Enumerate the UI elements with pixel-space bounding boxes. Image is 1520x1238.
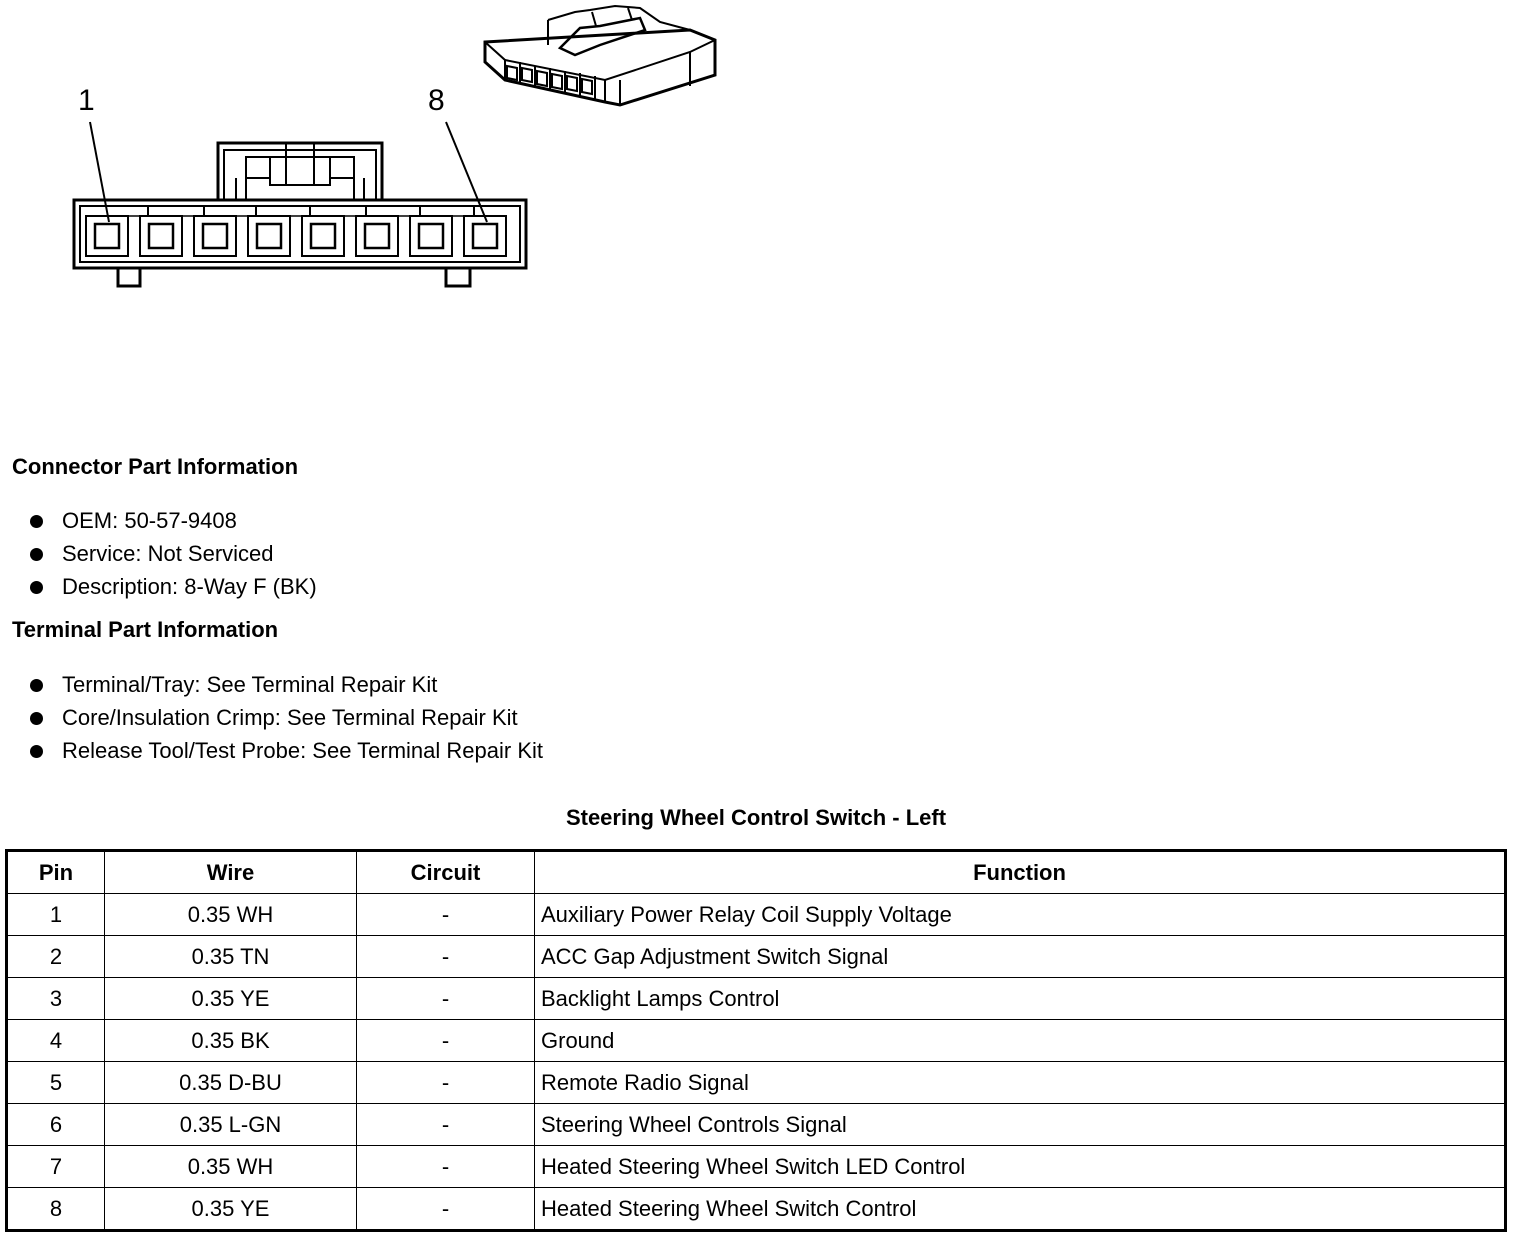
list-item-text: Description: 8-Way F (BK) (62, 574, 317, 599)
circuit-cell: - (357, 1062, 535, 1104)
table-row (7, 1062, 1506, 1104)
wire-cell: 0.35 WH (105, 894, 357, 936)
table-row (7, 1020, 1506, 1062)
bullet-icon (30, 712, 43, 725)
pin-cell: 6 (7, 1104, 105, 1146)
list-item-text: Release Tool/Test Probe: See Terminal Repair Kit (62, 738, 543, 763)
list-item (28, 572, 317, 605)
pin-8-callout: 8 (428, 84, 445, 117)
connector-front-view (74, 122, 526, 286)
list-item (28, 736, 543, 769)
function-cell: Remote Radio Signal (535, 1062, 1506, 1104)
list-item-text: Service: Not Serviced (62, 541, 274, 566)
column-header-function: Function (535, 851, 1506, 894)
bullet-icon (30, 548, 43, 561)
column-header-circuit: Circuit (357, 851, 535, 894)
pin-cell: 5 (7, 1062, 105, 1104)
function-cell: Heated Steering Wheel Switch Control (535, 1188, 1506, 1231)
pin-cell: 1 (7, 894, 105, 936)
function-cell: ACC Gap Adjustment Switch Signal (535, 936, 1506, 978)
circuit-cell: - (357, 936, 535, 978)
connector-diagram (0, 0, 760, 320)
list-item-text: Terminal/Tray: See Terminal Repair Kit (62, 672, 438, 697)
list-item (28, 670, 543, 703)
table-row (7, 978, 1506, 1020)
function-cell: Ground (535, 1020, 1506, 1062)
table-title: Steering Wheel Control Switch - Left (565, 805, 947, 830)
column-header-wire: Wire (105, 851, 357, 894)
circuit-cell: - (357, 1020, 535, 1062)
terminal-part-heading: Terminal Part Information (12, 617, 279, 642)
terminal-part-list (28, 670, 543, 769)
bullet-icon (30, 515, 43, 528)
pin-cell: 3 (7, 978, 105, 1020)
table-header-row (7, 851, 1506, 894)
pinout-table (5, 849, 1507, 1232)
table-row (7, 894, 1506, 936)
pin-cell: 4 (7, 1020, 105, 1062)
circuit-cell: - (357, 1188, 535, 1231)
wire-cell: 0.35 L-GN (105, 1104, 357, 1146)
pin-cell: 8 (7, 1188, 105, 1231)
connector-face-drawing (0, 0, 760, 320)
circuit-cell: - (357, 1146, 535, 1188)
list-item (28, 539, 317, 572)
connector-isometric-view (485, 6, 715, 105)
circuit-cell: - (357, 1104, 535, 1146)
table-row (7, 1188, 1506, 1231)
wire-cell: 0.35 TN (105, 936, 357, 978)
wire-cell: 0.35 D-BU (105, 1062, 357, 1104)
circuit-cell: - (357, 978, 535, 1020)
column-header-pin: Pin (7, 851, 105, 894)
bullet-icon (30, 679, 43, 692)
pin-cell: 2 (7, 936, 105, 978)
table-row (7, 1104, 1506, 1146)
table-row (7, 936, 1506, 978)
list-item-text: OEM: 50-57-9408 (62, 508, 237, 533)
function-cell: Heated Steering Wheel Switch LED Control (535, 1146, 1506, 1188)
connector-part-heading: Connector Part Information (12, 454, 299, 479)
list-item (28, 506, 317, 539)
circuit-cell: - (357, 894, 535, 936)
wire-cell: 0.35 WH (105, 1146, 357, 1188)
connector-part-list (28, 506, 317, 605)
list-item (28, 703, 543, 736)
wire-cell: 0.35 YE (105, 1188, 357, 1231)
wire-cell: 0.35 YE (105, 978, 357, 1020)
pin-1-callout: 1 (78, 84, 95, 117)
table-row (7, 1146, 1506, 1188)
list-item-text: Core/Insulation Crimp: See Terminal Repair Kit (62, 705, 518, 730)
function-cell: Backlight Lamps Control (535, 978, 1506, 1020)
bullet-icon (30, 745, 43, 758)
bullet-icon (30, 581, 43, 594)
wire-cell: 0.35 BK (105, 1020, 357, 1062)
function-cell: Auxiliary Power Relay Coil Supply Voltage (535, 894, 1506, 936)
function-cell: Steering Wheel Controls Signal (535, 1104, 1506, 1146)
pin-cell: 7 (7, 1146, 105, 1188)
